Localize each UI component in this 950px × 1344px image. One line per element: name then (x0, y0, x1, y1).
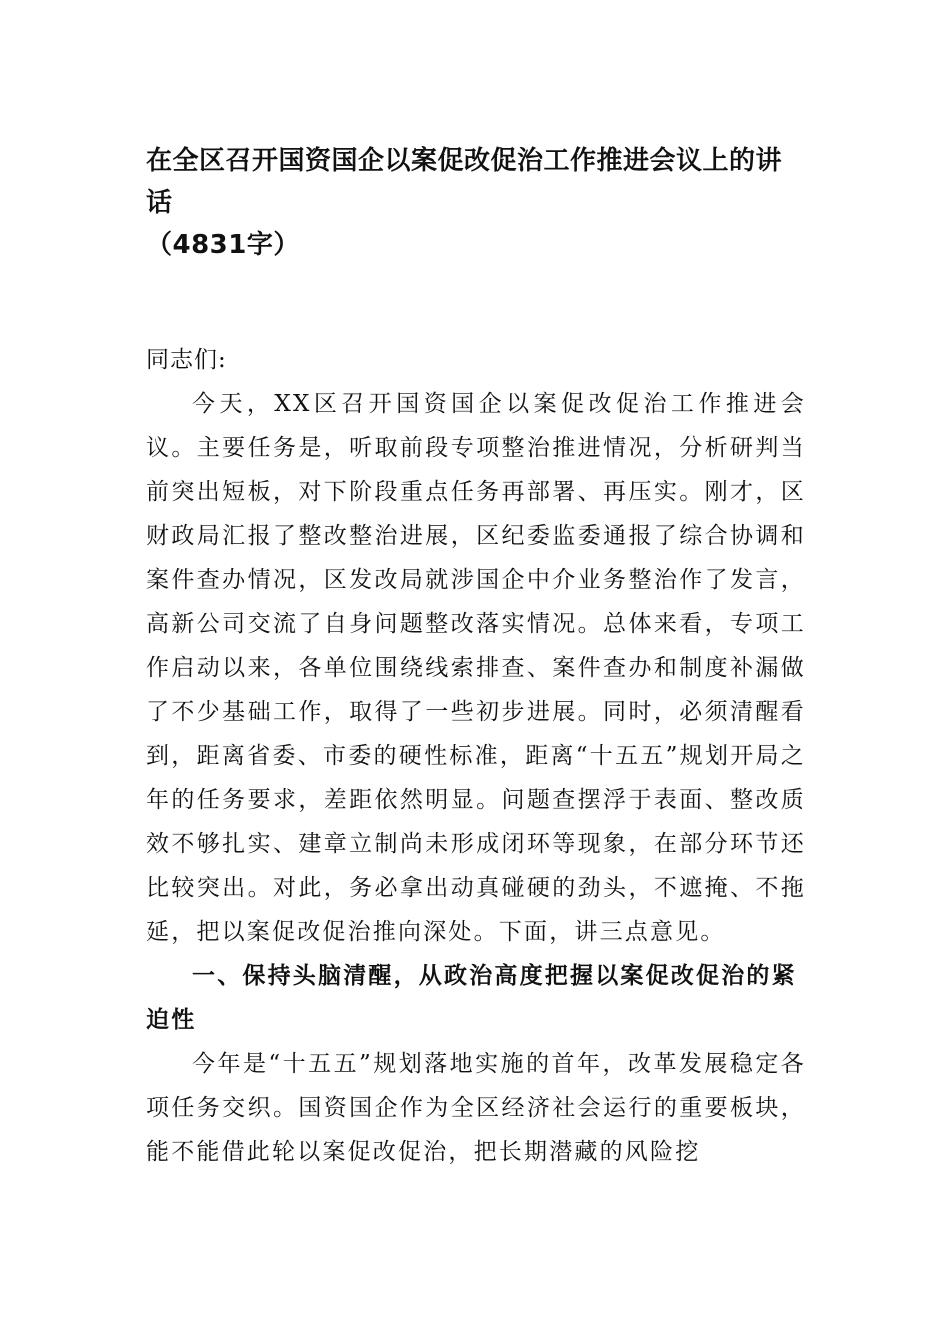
document-page (146, 140, 806, 1174)
section-heading-1: 一、保持头脑清醒，从政治高度把握以案促改促治的紧迫性 (146, 963, 797, 1033)
title-line-2: （4831字） (146, 230, 300, 260)
body-paragraph-1: 今天，XX区召开国资国企以案促改促治工作推进会议。主要任务是，听取前段专项整治推进情况，分析研判当前突出短板，对下阶段重点任务再部署、再压实。刚才，区财政局汇报了整改整治进展，区纪委监委通报了综合协调和案件查办情况，区发改局就涉国企中介业务整治作了发言，高新公司交流了自身问题整改落实情况。总体来看，专项工作启动以来，各单位围绕线索排查、案件查办和制度补漏做了不少基础工作，取得了一些初步进展。同时，必须清醒看到，距离省委、市委的硬性标准，距离“十五五”规划开局之年的任务要求，差距依然明显。问题查摆浮于表面、整改质效不够扎实、建章立制尚未形成闭环等现象，在部分环节还比较突出。对此，务必拿出动真碰硬的劲头，不遮掩、不拖延，把以案促改促治推向深处。下面，讲三点意见。 (146, 391, 806, 945)
salutation: 同志们: (146, 347, 227, 373)
document-title (146, 140, 806, 266)
body-paragraph-2: 今年是“十五五”规划落地实施的首年，改革发展稳定各项任务交织。国资国企作为全区经济社会运行的重要板块，能不能借此轮以案促改促治，把长期潜藏的风险挖 (146, 1051, 806, 1165)
title-line-1: 在全区召开国资国企以案促改促治工作推进会议上的讲话 (146, 146, 783, 218)
